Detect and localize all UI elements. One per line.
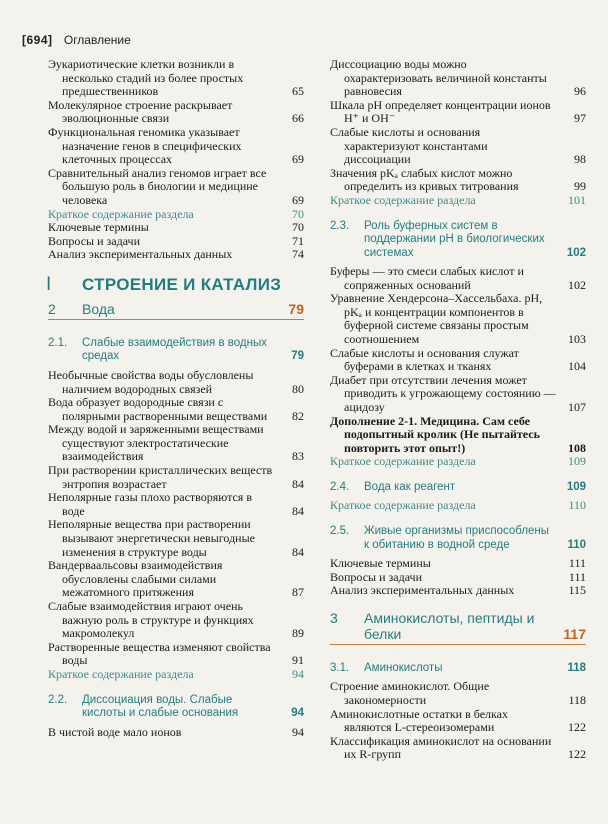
section-number: 2.5. xyxy=(330,525,350,538)
toc-entry-text: Диабет при отсутствии лечения может приводить к угрожающему состоянию — ацидозу xyxy=(330,372,556,414)
toc-entry[interactable] xyxy=(48,58,304,99)
toc-entry-text: Краткое содержание раздела xyxy=(48,666,194,681)
toc-entry-page: 89 xyxy=(292,626,304,641)
toc-entry-text: Ключевые термины xyxy=(48,220,149,235)
toc-entry[interactable] xyxy=(330,347,586,374)
toc-entry-text: Эукариотические клетки возникли в несколько стадий из более простых предшественников xyxy=(48,57,244,99)
toc-entry-page: 74 xyxy=(292,247,304,262)
toc-entry-page: 70 xyxy=(292,206,304,221)
toc-summary-entry[interactable] xyxy=(330,455,586,469)
section-heading[interactable] xyxy=(48,694,304,721)
toc-entry-text: Необычные свойства воды обусловлены наличием водородных связей xyxy=(48,367,254,396)
toc-entry-text: Неполярные газы плохо растворяются в воде xyxy=(48,490,252,518)
toc-entry[interactable] xyxy=(330,584,586,598)
section-number: 2.4. xyxy=(330,480,350,493)
toc-entry-page: 103 xyxy=(568,332,586,346)
section-heading[interactable] xyxy=(330,525,586,552)
toc-entry[interactable] xyxy=(48,491,304,518)
toc-entry-text: Буферы — это смеси слабых кислот и сопряженных оснований xyxy=(330,264,524,292)
section-heading[interactable] xyxy=(330,662,586,676)
toc-entry-page: 107 xyxy=(568,399,586,414)
toc-entry-text: При растворении кристаллических веществ энтропия возрастает xyxy=(48,463,273,491)
section-heading[interactable] xyxy=(48,337,304,364)
toc-entry-text: Шкала pH определяет концентрации ионов H⁺ и OH⁻ xyxy=(330,97,551,126)
section-number: 2.2. xyxy=(48,693,68,706)
toc-entry-page: 84 xyxy=(292,476,304,491)
toc-entry[interactable] xyxy=(48,600,304,641)
toc-entry-text: Неполярные вещества при растворении вызывают энергетически невыгодные изменения в структуре воды xyxy=(48,517,255,559)
running-header xyxy=(22,33,131,47)
toc-entry[interactable] xyxy=(48,369,304,396)
toc-entry-page: 82 xyxy=(292,408,304,423)
toc-entry[interactable] xyxy=(330,99,586,126)
spacer xyxy=(330,650,586,662)
toc-entry-text: Вопросы и задачи xyxy=(48,233,141,248)
spacer xyxy=(48,262,304,274)
toc-entry[interactable] xyxy=(48,248,304,262)
toc-entry-page: 110 xyxy=(568,498,586,513)
toc-entry-page: 83 xyxy=(292,449,304,464)
section-title: Слабые взаимодействия в водных средах xyxy=(82,336,267,363)
toc-entry-text: Слабые взаимодействия играют очень важную роль в структуре и функциях макромолекул xyxy=(48,599,254,641)
toc-entry-page: 118 xyxy=(568,692,586,707)
toc-entry-text: Краткое содержание раздела xyxy=(48,206,194,221)
toc-entry-page: 84 xyxy=(292,544,304,559)
toc-entry-text: Анализ экспериментальных данных xyxy=(330,583,515,598)
toc-entry-text: В чистой воде мало ионов xyxy=(48,724,182,739)
toc-entry-page: 71 xyxy=(292,233,304,248)
section-page: 110 xyxy=(567,538,586,551)
toc-entry-page: 101 xyxy=(568,192,586,207)
toc-entry-text: Анализ экспериментальных данных xyxy=(48,247,233,262)
spacer xyxy=(48,325,304,337)
section-page: 79 xyxy=(291,350,304,363)
section-title: Роль буферных систем в поддержании pH в биологических системах xyxy=(364,219,545,259)
part-heading xyxy=(48,274,304,296)
toc-entry[interactable] xyxy=(330,571,586,585)
toc-entry-text: Значения pKₐ слабых кислот можно определить из кривых титрования xyxy=(330,165,519,194)
toc-summary-entry[interactable] xyxy=(330,499,586,513)
toc-entry-page: 102 xyxy=(568,277,586,292)
toc-box-entry[interactable] xyxy=(330,415,586,456)
toc-summary-entry[interactable] xyxy=(48,668,304,682)
section-page: 109 xyxy=(566,480,586,493)
toc-entry-page: 84 xyxy=(292,503,304,518)
toc-entry-page: 111 xyxy=(568,569,586,584)
page-number: [694] xyxy=(22,33,53,47)
toc-entry[interactable] xyxy=(330,265,586,292)
toc-entry-page: 69 xyxy=(292,192,304,207)
toc-summary-entry[interactable] xyxy=(330,194,586,208)
section-title: Диссоциация воды. Слабые кислоты и слабые основания xyxy=(82,693,239,720)
toc-entry-text: Уравнение Хендерсона–Хассельбаха. pH, pKₐ и концентрации компонентов в буферной системе связаны простым соотношением xyxy=(330,291,543,346)
toc-entry-text: Аминокислотные остатки в белках являются L-стереоизомерами xyxy=(330,706,508,735)
section-number: 2.3. xyxy=(330,219,350,232)
toc-entry[interactable] xyxy=(48,726,304,740)
toc-entry-text: Дополнение 2-1. Медицина. Сам себе подопытный кролик (Не пытайтесь повторить этот опыт!) xyxy=(330,413,540,455)
section-page: 94 xyxy=(291,707,304,720)
toc-entry-text: Ключевые термины xyxy=(330,556,431,571)
chapter-page: 79 xyxy=(288,300,304,317)
toc-entry-text: Строение аминокислот. Общие закономерности xyxy=(330,679,490,707)
toc-entry-page: 108 xyxy=(568,440,586,455)
toc-entry[interactable] xyxy=(48,221,304,235)
toc-entry[interactable] xyxy=(330,735,586,762)
toc-entry[interactable] xyxy=(330,292,586,346)
spacer xyxy=(330,208,586,220)
toc-entry[interactable] xyxy=(48,641,304,668)
toc-entry-page: 115 xyxy=(568,583,586,598)
toc-entry-page: 87 xyxy=(292,585,304,600)
toc-entry-page: 111 xyxy=(568,556,586,571)
toc-entry[interactable] xyxy=(330,374,586,415)
spacer xyxy=(330,513,586,525)
toc-entry-text: Краткое содержание раздела xyxy=(330,498,476,513)
toc-entry[interactable] xyxy=(330,708,586,735)
toc-entry-page: 109 xyxy=(568,454,586,469)
toc-entry-page: 99 xyxy=(574,179,586,194)
section-number: 2.1. xyxy=(48,336,68,349)
toc-entry-text: Функциональная геномика указывает назначение генов в специфических клеточных процессах xyxy=(48,124,242,167)
toc-entry-text: Вопросы и задачи xyxy=(330,569,423,584)
chapter-title: Вода xyxy=(82,300,115,317)
section-page: 118 xyxy=(567,661,586,674)
toc-entry-page: 70 xyxy=(292,220,304,235)
toc-entry-text: Классификация аминокислот на основании их R-групп xyxy=(330,733,552,762)
toc-entry[interactable] xyxy=(48,167,304,208)
section-title: Живые организмы приспособлены к обитанию в водной среде xyxy=(364,525,550,551)
toc-summary-entry[interactable] xyxy=(48,208,304,222)
toc-entry-text: Слабые кислоты и основания служат буферами в клетках и тканях xyxy=(330,345,519,374)
toc-entry[interactable] xyxy=(48,126,304,167)
spacer xyxy=(330,598,586,610)
toc-entry[interactable] xyxy=(330,126,586,167)
toc-entry-text: Между водой и заряженными веществами существуют электростатические взаимодействия xyxy=(48,422,264,464)
toc-entry[interactable] xyxy=(330,58,586,99)
header-title: Оглавление xyxy=(63,33,131,47)
spacer xyxy=(330,469,586,481)
toc-entry-page: 96 xyxy=(574,84,586,99)
chapter-number: 2 xyxy=(48,300,56,317)
toc-entry-text: Вандерваальсовы взаимодействия обусловлены слабыми силами межатомного притяжения xyxy=(48,558,223,600)
toc-entry-page: 104 xyxy=(568,359,586,374)
section-title: Аминокислоты xyxy=(364,661,443,674)
toc-entry[interactable] xyxy=(48,235,304,249)
toc-entry-page: 66 xyxy=(292,111,304,126)
spacer xyxy=(48,682,304,694)
toc-entry-page: 65 xyxy=(292,84,304,99)
toc-entry-text: Краткое содержание раздела xyxy=(330,454,476,469)
part-number: I xyxy=(46,273,52,295)
toc-entry-page: 80 xyxy=(292,381,304,396)
toc-entry-text: Диссоциацию воды можно охарактеризовать величиной константы равновесия xyxy=(330,57,547,99)
toc-entry[interactable] xyxy=(330,167,586,194)
chapter-heading[interactable] xyxy=(48,301,304,320)
toc-right-column xyxy=(330,58,586,762)
toc-entry-page: 98 xyxy=(574,152,586,167)
toc-entry-page: 94 xyxy=(292,724,304,739)
chapter-heading[interactable] xyxy=(330,610,586,645)
toc-entry-page: 97 xyxy=(574,111,586,126)
toc-entry[interactable] xyxy=(48,464,304,491)
toc-entry-text: Молекулярное строение раскрывает эволюционные связи xyxy=(48,97,233,126)
toc-entry[interactable] xyxy=(48,423,304,464)
part-title: СТРОЕНИЕ И КАТАЛИЗ xyxy=(82,274,282,294)
section-number: 3.1. xyxy=(330,661,350,674)
section-title: Вода как реагент xyxy=(364,480,456,493)
section-heading[interactable] xyxy=(330,220,586,261)
toc-entry-page: 122 xyxy=(568,747,586,762)
toc-entry[interactable] xyxy=(48,518,304,559)
toc-entry[interactable] xyxy=(330,680,586,707)
toc-entry[interactable] xyxy=(48,99,304,126)
toc-entry-page: 69 xyxy=(292,152,304,167)
toc-entry-text: Сравнительный анализ геномов играет все большую роль в биологии и медицине человека xyxy=(48,165,267,207)
chapter-title: Аминокислоты, пептиды и белки xyxy=(364,609,535,642)
section-heading[interactable] xyxy=(330,481,586,495)
toc-entry-page: 94 xyxy=(292,666,304,681)
toc-entry-text: Растворенные вещества изменяют свойства воды xyxy=(48,639,271,668)
chapter-page: 117 xyxy=(563,625,586,642)
toc-entry-text: Вода образует водородные связи с полярными растворенными веществами xyxy=(48,395,268,423)
section-page: 102 xyxy=(566,246,586,259)
toc-entry[interactable] xyxy=(48,396,304,423)
toc-entry[interactable] xyxy=(330,557,586,571)
toc-left-column xyxy=(48,58,304,739)
toc-entry-text: Слабые кислоты и основания характеризуют константами диссоциации xyxy=(330,124,488,167)
toc-entry-page: 122 xyxy=(568,720,586,735)
toc-entry-text: Краткое содержание раздела xyxy=(330,192,476,207)
chapter-number: 3 xyxy=(330,609,338,626)
toc-entry-page: 91 xyxy=(292,653,304,668)
toc-entry[interactable] xyxy=(48,559,304,600)
